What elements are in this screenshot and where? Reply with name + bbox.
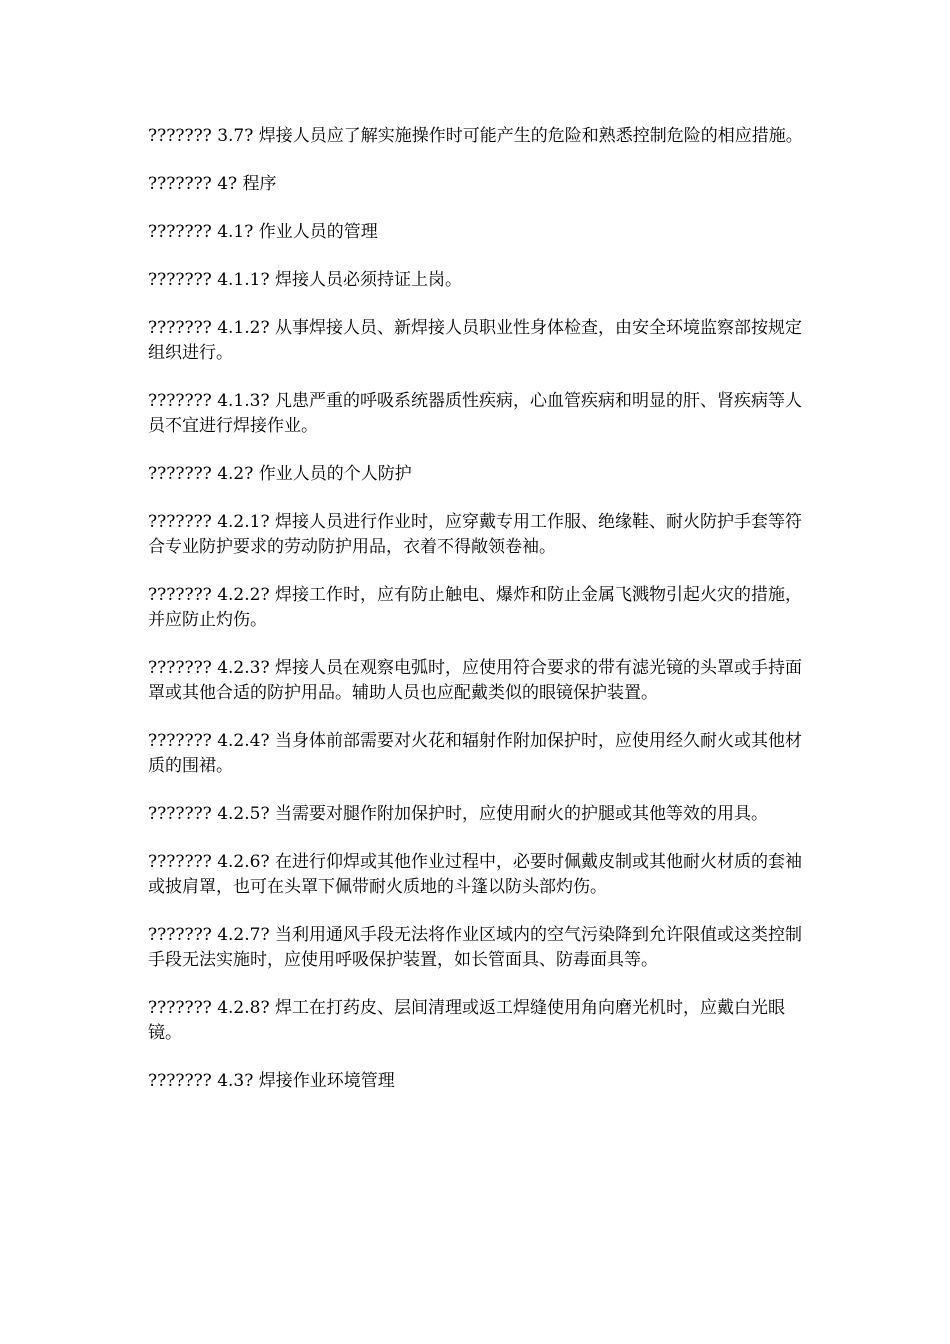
paragraph-4-2-8: ??????? 4.2.8? 焊工在打药皮、层间清理或返工焊缝使用角向磨光机时，应戴白光眼镜。 [148,998,785,1043]
paragraph-4-2-5: ??????? 4.2.5? 当需要对腿作附加保护时，应使用耐火的护腿或其他等效的用具。 [148,804,768,824]
paragraph-4-2-4: ??????? 4.2.4? 当身体前部需要对火花和辐射作附加保护时，应使用经久耐火或其他材质的围裙。 [148,731,802,776]
paragraph-4-2-2: ??????? 4.2.2? 焊接工作时，应有防止触电、爆炸和防止金属飞溅物引起火灾的措施，并应防止灼伤。 [148,585,802,630]
heading-4-2: ??????? 4.2? 作业人员的个人防护 [148,464,412,484]
paragraph-4-2-1: ??????? 4.2.1? 焊接人员进行作业时，应穿戴专用工作服、绝缘鞋、耐火防护手套等符合专业防护要求的劳动防护用品，衣着不得敞领卷袖。 [148,512,802,557]
paragraph-4-2-6: ??????? 4.2.6? 在进行仰焊或其他作业过程中，必要时佩戴皮制或其他耐火材质的套袖或披肩罩，也可在头罩下佩带耐火质地的斗篷以防头部灼伤。 [148,852,802,897]
paragraph-4-2-3: ??????? 4.2.3? 焊接人员在观察电弧时，应使用符合要求的带有滤光镜的头罩或手持面罩或其他合适的防护用品。辅助人员也应配戴类似的眼镜保护装置。 [148,658,802,703]
heading-4-procedure: ??????? 4? 程序 [148,174,277,194]
paragraph-4-2-7: ??????? 4.2.7? 当利用通风手段无法将作业区域内的空气污染降到允许限值或这类控制手段无法实施时，应使用呼吸保护装置，如长管面具、防毒面具等。 [148,925,802,970]
paragraph-4-1-2: ??????? 4.1.2? 从事焊接人员、新焊接人员职业性身体检查，由安全环境监察部按规定组织进行。 [148,318,802,363]
document-body [148,124,808,1117]
paragraph-4-1-3: ??????? 4.1.3? 凡患严重的呼吸系统器质性疾病，心血管疾病和明显的肝、肾疾病等人员不宜进行焊接作业。 [148,391,802,436]
paragraph-3-7: ??????? 3.7? 焊接人员应了解实施操作时可能产生的危险和熟悉控制危险的相应措施。 [148,126,803,146]
heading-4-1: ??????? 4.1? 作业人员的管理 [148,222,378,242]
paragraph-4-1-1: ??????? 4.1.1? 焊接人员必须持证上岗。 [148,270,462,290]
heading-4-3: ??????? 4.3? 焊接作业环境管理 [148,1071,395,1091]
